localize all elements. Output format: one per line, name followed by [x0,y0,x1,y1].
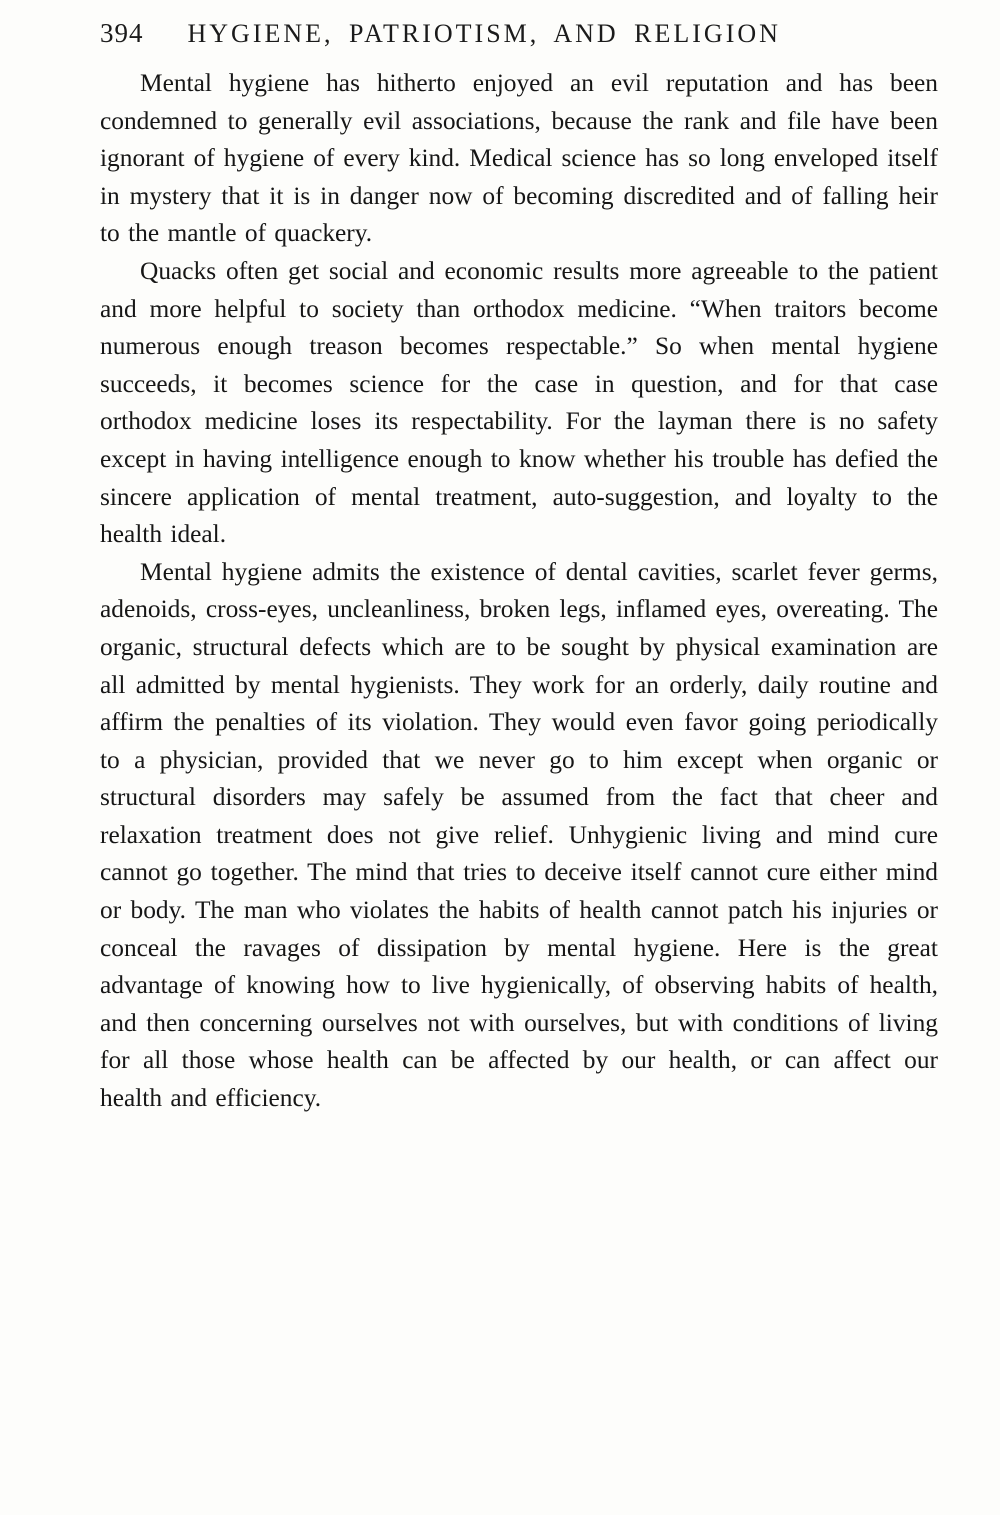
paragraph: Mental hygiene has hitherto enjoyed an evil reputation and has been condemned to generally evil associations, because the rank and file have been ignorant of hygiene of every kind. Medical science has so long enveloped itself in mystery that it is in danger now of becoming discredited and of falling heir to the mantle of quackery. [100,69,938,248]
running-head [100,18,938,49]
page-number: 394 [100,18,144,48]
running-title: HYGIENE, PATRIOTISM, AND RELIGION [187,19,781,48]
paragraph: Mental hygiene admits the existence of dental cavities, scarlet fever germs, adenoids, cross-eyes, uncleanliness, broken legs, inflamed eyes, overeating. The organic, structural defects which are to be sought by physical examination are all admitted by mental hygienists. They work for an orderly, daily routine and affirm the penalties of its violation. They would even favor going periodically to a physician, provided that we never go to him except when organic or structural disorders may safely be assumed from the fact that cheer and relaxation treatment does not give relief. Unhygienic living and mind cure cannot go together. The mind that tries to deceive itself cannot cure either mind or body. The man who violates the habits of health cannot patch his injuries or conceal the ravages of dissipation by mental hygiene. Here is the great advantage of knowing how to live hygienically, of observing habits of health, and then concerning ourselves not with ourselves, but with conditions of living for all those whose health can be affected by our health, or can affect our health and efficiency. [100,557,938,1113]
page-body [100,65,938,1118]
paragraph: Quacks often get social and economic results more agreeable to the patient and more helpful to society than orthodox medicine. “When traitors become numerous enough treason becomes respectable.” So when mental hygiene succeeds, it becomes science for the case in question, and for that case orthodox medicine loses its respectability. For the layman there is no safety except in having intelligence enough to know whether his trouble has defied the sincere application of mental treatment, auto-suggestion, and loyalty to the health ideal. [100,256,938,549]
